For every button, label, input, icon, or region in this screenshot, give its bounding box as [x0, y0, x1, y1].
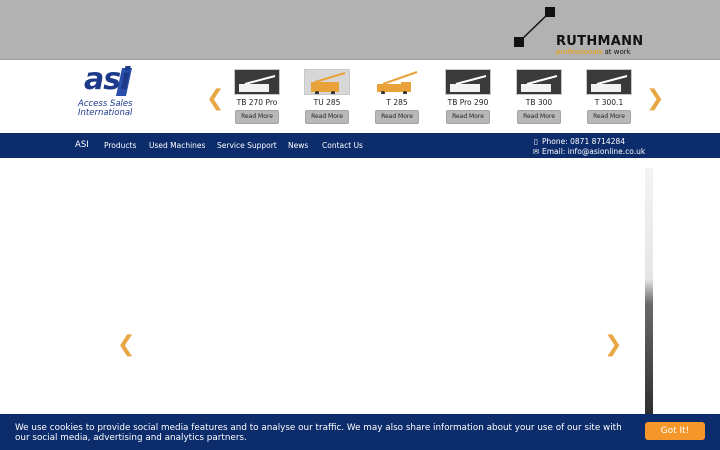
product-name: TB Pro 290: [447, 98, 489, 107]
nav-item-news[interactable]: News: [288, 141, 309, 150]
main-nav: [0, 133, 720, 158]
product-card[interactable]: [232, 69, 282, 124]
carousel-next-icon[interactable]: ❯: [646, 86, 665, 111]
product-name: T 285: [386, 98, 408, 107]
carousel-prev-icon[interactable]: ❮: [206, 86, 225, 111]
asi-logo-text: asi: [84, 62, 130, 97]
product-card[interactable]: [514, 69, 564, 124]
envelope-icon: ✉: [532, 147, 540, 156]
slider-prev-icon[interactable]: ❮: [117, 332, 136, 357]
contact-phone-text: Phone: 0871 8714284: [542, 137, 626, 146]
product-thumbnail: [234, 69, 280, 95]
product-name: T 300.1: [594, 98, 624, 107]
product-thumbnail: [516, 69, 562, 95]
read-more-button[interactable]: Read More: [375, 110, 419, 124]
nav-item-contact-us[interactable]: Contact Us: [322, 141, 363, 150]
product-name: TB 300: [525, 98, 553, 107]
read-more-button[interactable]: Read More: [587, 110, 631, 124]
slide-image-edge: [645, 168, 653, 414]
product-card[interactable]: [584, 69, 634, 124]
ruthmann-tagline: [556, 48, 631, 56]
read-more-button[interactable]: Read More: [305, 110, 349, 124]
ruthmann-tagline-rest: at work: [604, 48, 631, 56]
phone-icon: ▯: [533, 137, 539, 146]
product-name: TU 285: [313, 98, 341, 107]
contact-phone[interactable]: [532, 137, 625, 146]
asi-subtitle-line2: International: [78, 108, 133, 118]
cookie-message: We use cookies to provide social media features and to analyse our traffic. We may also share information about your use of our site with our social media, advertising and analytics partners.: [15, 423, 622, 443]
nav-item-service-support[interactable]: Service Support: [217, 141, 277, 150]
nav-item-products[interactable]: Products: [104, 141, 137, 150]
read-more-button[interactable]: Read More: [517, 110, 561, 124]
product-thumbnail: [445, 69, 491, 95]
ruthmann-name: RUTHMANN: [556, 34, 644, 49]
cookie-accept-button[interactable]: Got It!: [645, 422, 705, 440]
read-more-button[interactable]: Read More: [446, 110, 490, 124]
product-card[interactable]: [372, 69, 422, 124]
nav-item-used-machines[interactable]: Used Machines: [149, 141, 206, 150]
asi-subtitle-line1: Access Sales: [78, 99, 133, 109]
contact-email[interactable]: [532, 147, 645, 156]
product-card[interactable]: [302, 69, 352, 124]
product-thumbnail: [304, 69, 350, 95]
asi-logo-subtitle: [78, 100, 133, 118]
product-thumbnail: [586, 69, 632, 95]
product-thumbnail: [374, 69, 420, 95]
hero-slider: [0, 158, 720, 414]
cookie-banner: [0, 414, 720, 450]
nav-brand-asi[interactable]: ASI: [75, 140, 89, 150]
read-more-button[interactable]: Read More: [235, 110, 279, 124]
contact-email-text: Email: info@asionline.co.uk: [542, 147, 646, 156]
product-name: TB 270 Pro: [236, 98, 278, 107]
product-card[interactable]: [443, 69, 493, 124]
slider-next-icon[interactable]: ❯: [604, 332, 623, 357]
ruthmann-tagline-highlight: professionals: [556, 48, 603, 56]
